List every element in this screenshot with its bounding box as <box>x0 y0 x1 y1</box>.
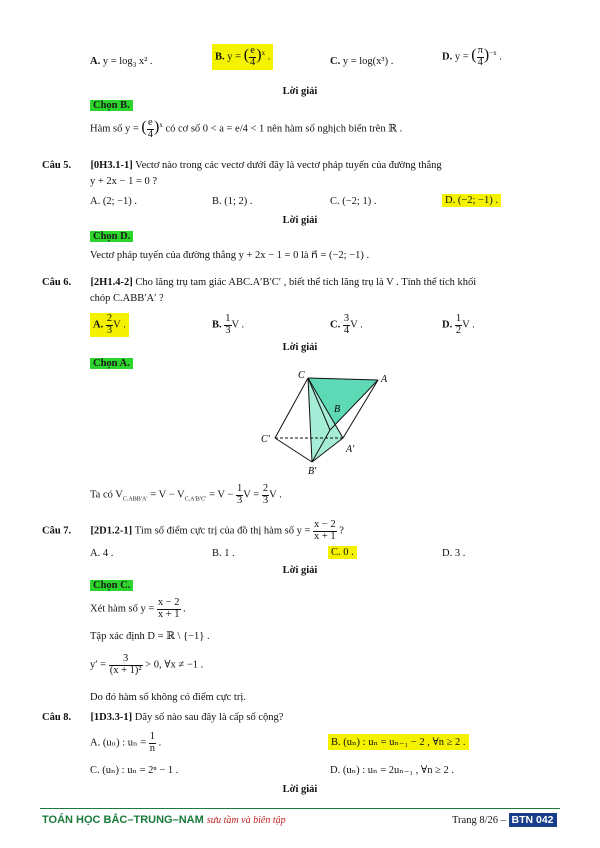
q8-option-c: C. (uₙ) : uₙ = 2ⁿ − 1 . <box>90 765 179 776</box>
q7-option-d: D. 3 . <box>442 548 466 559</box>
q4-option-a: A. $y = \log_3 x^2$ . <box>90 56 153 70</box>
q8-option-d: D. (uₙ) : uₙ = 2uₙ₋₁ , ∀n ≥ 2 . <box>330 765 454 776</box>
footer-brand: TOÁN HỌC BẮC–TRUNG–NAM sưu tầm và biên tập <box>42 814 286 826</box>
footer-divider <box>40 808 560 809</box>
q6-option-b: B. $\frac{1}{3}$ V . <box>212 313 245 336</box>
label-b: B <box>334 404 341 415</box>
q7-header: Câu 7. [2D1.2-1] Tìm số điểm cực trị của đồ thị hàm số y = $\frac{x - 2}{x + 1}$ ? <box>42 519 344 542</box>
q6-option-d: D. $\frac{1}{2}$ V . <box>442 313 475 336</box>
label-a-prime: A′ <box>346 444 355 455</box>
q6-question-line2: chóp C.ABB′A′ ? <box>90 293 164 304</box>
q8-option-a: A. (uₙ) : uₙ = $\frac{1}{n}$ . <box>90 731 162 754</box>
q5-header: Câu 5. [0H3.1-1] Vectơ nào trong các vectơ dưới đây là vectơ pháp tuyến của đường thẳng <box>42 160 442 171</box>
q4-option-b: B. y = ( $\frac{e}{4}$ )$^x$ . <box>212 44 273 70</box>
q6-option-c: C. $\frac{3}{4}$ V . <box>330 313 363 336</box>
q7-line3: y′ = $\frac{3}{\text{(x + 1)²}}$ > 0, ∀x ≠ −1 . <box>90 653 204 676</box>
q6-loi-giai: Lời giải <box>282 342 318 353</box>
q5-option-a: A. (2; −1) . <box>90 196 138 207</box>
q7-option-b: B. 1 . <box>212 548 235 559</box>
q6-answer: Chọn A. <box>90 358 133 369</box>
q7-answer: Chọn C. <box>90 580 133 591</box>
q5-equation: y + 2x − 1 = 0 ? <box>90 176 158 187</box>
q7-loi-giai: Lời giải <box>282 565 318 576</box>
label-c: C <box>298 370 305 381</box>
q5-explanation: Vectơ pháp tuyến của đường thẳng y + 2x − 1 = 0 là n⃗ = (−2; −1) . <box>90 250 370 261</box>
q4-answer: Chọn B. <box>90 100 133 111</box>
q5-option-c: C. (−2; 1) . <box>330 196 377 207</box>
q7-line4: Do đó hàm số không có điểm cực trị. <box>90 692 246 703</box>
q8-header: Câu 8. [1D3.3-1] Dãy số nào sau đây là cấp số cộng? <box>42 712 284 723</box>
label-c-prime: C′ <box>261 434 270 445</box>
label-a: A <box>381 374 388 385</box>
q5-option-b: B. (1; 2) . <box>212 196 253 207</box>
prism-figure <box>250 366 400 478</box>
footer-page: Trang 8/26 – BTN 042 <box>452 814 557 826</box>
q4-option-d: D. y = ( $\frac{\pi}{4}$ )$^{-x}$ . <box>442 45 502 68</box>
q6-header: Câu 6. [2H1.4-2] Cho lăng trụ tam giác ABC.A′B′C′ , biết thể tích lăng trụ là V . Tính thể tích khối <box>42 277 477 288</box>
q4-explanation: Hàm số y = ( $\frac{e}{4}$ )$^x$ có cơ số 0 < a = e/4 < 1 nên hàm số nghịch biến trên ℝ . <box>90 117 403 140</box>
q8-loi-giai: Lời giải <box>282 784 318 795</box>
q5-loi-giai: Lời giải <box>282 215 318 226</box>
q7-line1: Xét hàm số y = $\frac{x - 2}{x + 1}$ . <box>90 597 186 620</box>
q7-option-c: C. 0 . <box>328 546 357 559</box>
q6-option-a: A. $\frac{2}{3}$ V . <box>90 313 129 337</box>
q5-answer: Chọn D. <box>90 231 133 242</box>
label-b-prime: B′ <box>308 466 317 477</box>
q8-option-b: B. (uₙ) : uₙ = uₙ₋₁ − 2 , ∀n ≥ 2 . <box>328 734 469 750</box>
q5-option-d: D. (−2; −1) . <box>442 194 501 207</box>
q6-formula: Ta có $V_{C.ABB'A'} = V - V_{C.A'B'C'} = V$ − $\frac{1}{3}$ V = $\frac{2}{3}$ V . <box>90 483 282 506</box>
footer-code: BTN 042 <box>509 813 557 827</box>
q4-option-c: C. y = log(x³) . <box>330 56 394 67</box>
q7-line2: Tập xác định D = ℝ \ {−1} . <box>90 631 210 642</box>
q4-loi-giai: Lời giải <box>282 86 318 97</box>
q7-option-a: A. 4 . <box>90 548 114 559</box>
